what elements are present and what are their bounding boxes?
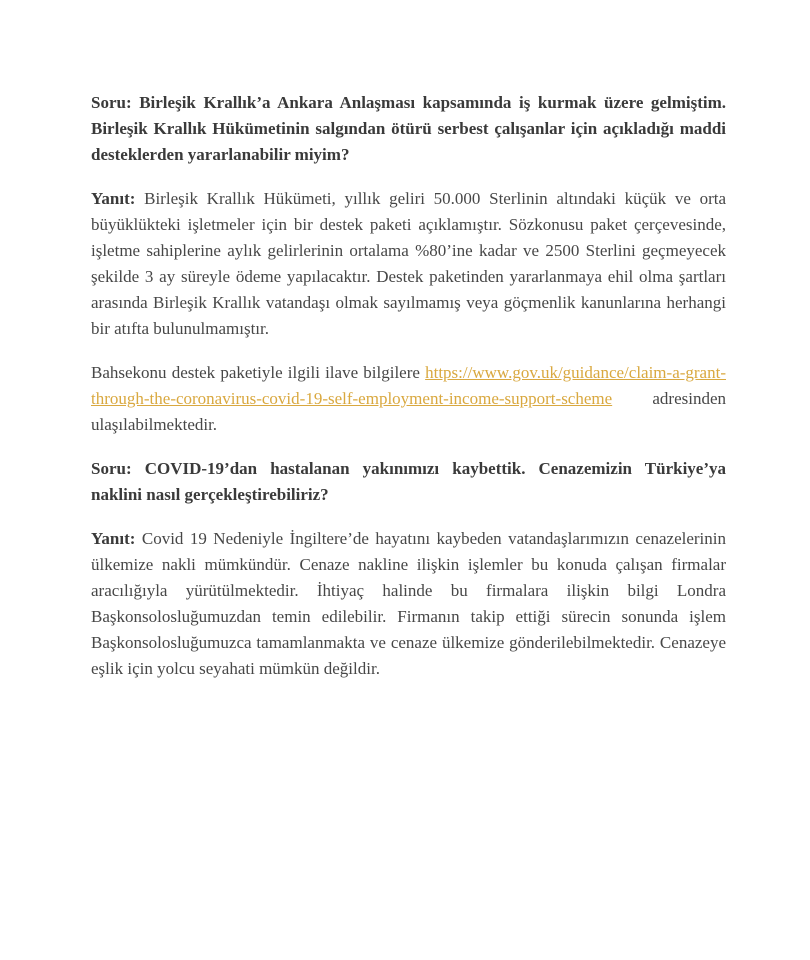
support-scheme-link[interactable]: https://www.gov.uk/guidance/claim-a-grant-through-the-coronavirus-covid-19-self-employment-income-support-scheme [91,363,726,408]
question-1-paragraph [91,90,726,168]
answer-2-text: Covid 19 Nedeniyle İngiltere’de hayatını kaybeden vatandaşlarımızın cenazelerinin ülkemize nakli mümkündür. Cenaze nakline ilişkin işlemler bu konuda çalışan firmalar aracılığıyla yürütülmektedir. İhtiyaç halinde bu firmalara ilişkin bilgi Londra Başkonsolosluğumuzdan temin edilebilir. Firmanın takip ettiği sürecin sonunda işlem Başkonsolosluğumuzca tamamlanmakta ve cenaze ülkemize gönderilebilmektedir. Cenazeye eşlik için yolcu seyahati mümkün değildir. [91,529,727,678]
link-paragraph [91,360,726,438]
question-1-text: Birleşik Krallık’a Ankara Anlaşması kapsamında iş kurmak üzere gelmiştim. Birleşik Krallık Hükümetinin salgından ötürü serbest çalışanlar için açıkladığı maddi desteklerden yararlanabilir miyim? [91,93,727,164]
question-2-text: COVID-19’dan hastalanan yakınımızı kaybettik. Cenazemizin Türkiye’ya naklini nasıl gerçekleştirebiliriz? [91,459,727,504]
answer-1-label: Yanıt: [91,189,136,208]
answer-1-paragraph [91,186,726,342]
answer-2-label: Yanıt: [91,529,136,548]
link-paragraph-before-text: Bahsekonu destek paketiyle ilgili ilave bilgilere [91,363,420,382]
question-2-paragraph [91,456,726,508]
question-2-label: Soru: [91,459,132,478]
link-paragraph-after-text: adresinden ulaşılabilmektedir. [91,389,726,434]
question-1-label: Soru: [91,93,132,112]
answer-2-paragraph [91,526,726,682]
answer-1-text: Birleşik Krallık Hükümeti, yıllık geliri 50.000 Sterlinin altındaki küçük ve orta büyüklükteki işletmeler için bir destek paketi açıklamıştır. Sözkonusu paket çerçevesinde, işletme sahiplerine aylık gelirlerinin ortalama %80’ine kadar ve 2500 Sterlini geçmeyecek şekilde 3 ay süreyle ödeme yapılacaktır. Destek paketinden yararlanmaya ehil olma şartları arasında Birleşik Krallık vatandaşı olmak sayılmamış veya göçmenlik kanunlarına herhangi bir atıfta bulunulmamıştır. [91,189,727,338]
